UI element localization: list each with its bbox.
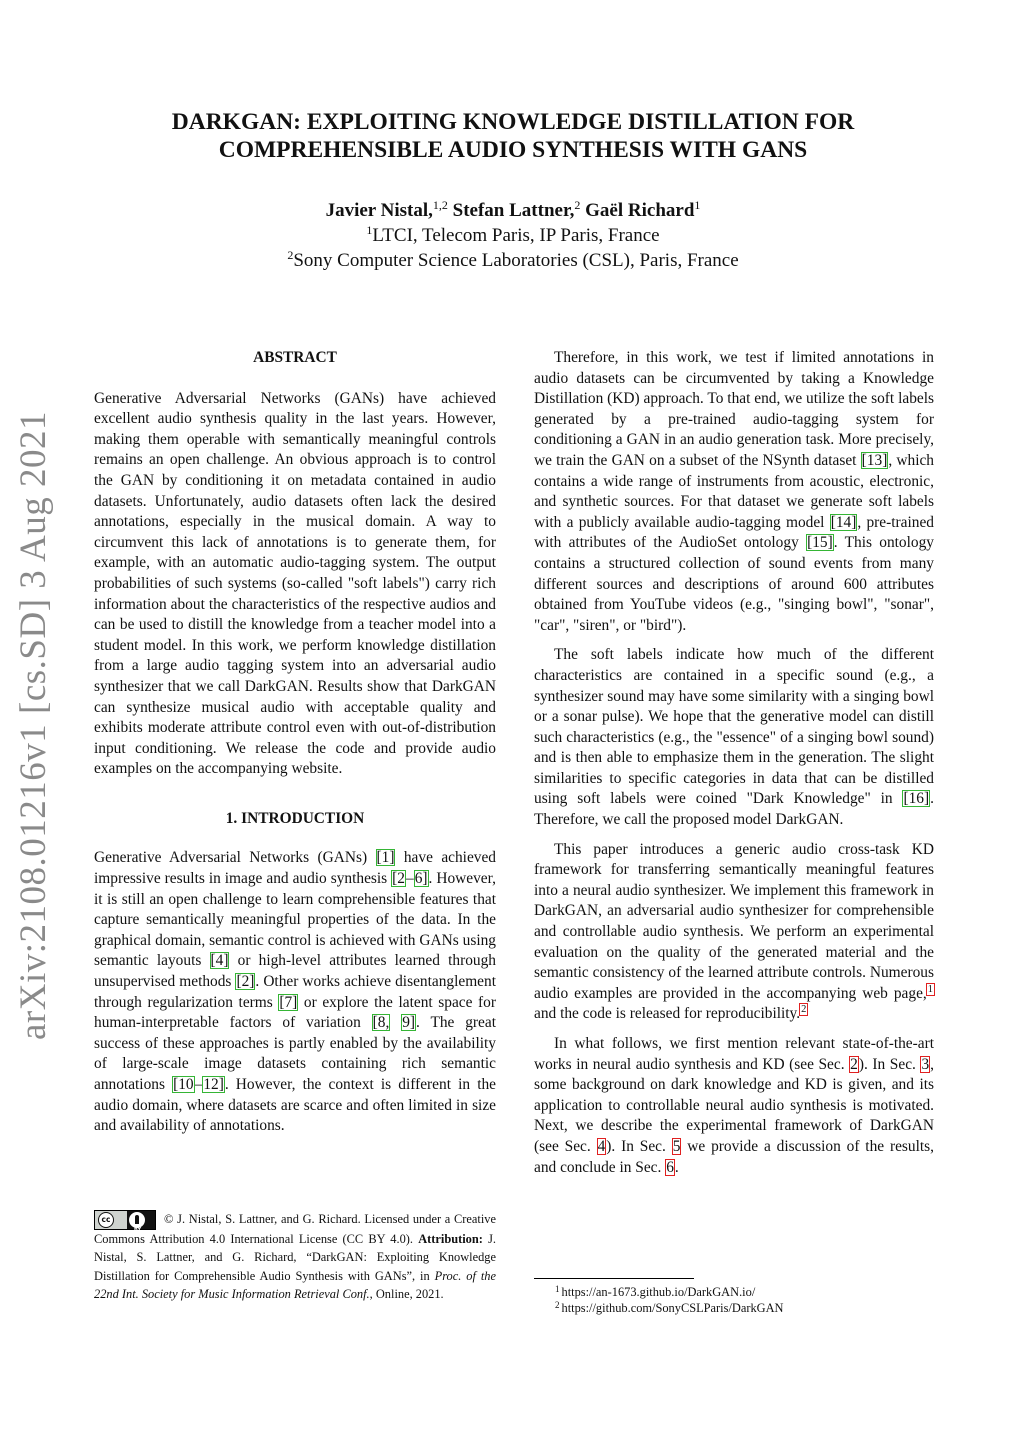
author-2: Stefan Lattner, <box>452 200 575 221</box>
title-line-1: DARKGAN: EXPLOITING KNOWLEDGE DISTILLATION FOR <box>171 109 855 135</box>
footnotes <box>555 1284 784 1316</box>
left-column <box>94 348 496 1137</box>
introduction-heading: 1. INTRODUCTION <box>225 809 365 827</box>
paper-title <box>100 108 926 164</box>
section-link[interactable]: 5 <box>672 1137 681 1155</box>
author-2-affil: 2 <box>574 198 581 212</box>
by-label: BY <box>134 1227 142 1234</box>
license-line: © J. Nistal, S. Lattner, and G. Richard. Licensed under a Creative Commons Attribution 4.0 International License (CC BY 4.0). <box>94 1212 496 1247</box>
footnote-2-url[interactable]: https://github.com/SonyCSLParis/DarkGAN <box>561 1301 784 1315</box>
citation-link[interactable]: [2] <box>236 973 255 991</box>
citation-link[interactable]: [2 <box>392 870 405 888</box>
footnote-link[interactable]: 2 <box>801 1004 807 1016</box>
citation-link[interactable]: [8, <box>372 1014 390 1032</box>
abstract-text: Generative Adversarial Networks (GANs) have achieved excellent audio synthesis quality in the last years. However, making them operable with semantically meaningful controls remains an open challenge. An obvious approach is to control the GAN by conditioning it on metadata contained in audio datasets. Unfortunately, audio datasets often lack the desired annotations, especially in the musical domain. A way to circumvent this lack of annotations is to generate them, for example, with an automatic audio-tagging system. The output probabilities of such systems (so-called "soft labels") carry rich information about the characteristics of the respective audios and can be used to distill the knowledge from a teacher model into a student model. In this work, we perform knowledge distillation from a large audio tagging system into an adversarial audio synthesizer that we call DarkGAN. Results show that DarkGAN can synthesize musical audio with acceptable quality and exhibits moderate attribute control even with out-of-distribution input conditioning. We release the code and provide audio examples on the accompanying website. <box>94 389 496 778</box>
affiliation-1: $^1$LTCI, Telecom Paris, IP Paris, France <box>366 223 660 246</box>
citation-link[interactable]: 12] <box>203 1076 224 1093</box>
cc-icon: cc <box>98 1212 114 1228</box>
citation-link[interactable]: [1] <box>376 849 395 867</box>
right-paragraph-1: Therefore, in this work, we test if limited annotations in audio datasets can be circumvented by taking a Knowledge Distillation (KD) approach. To that end, we utilize the soft labels generated by a pre-trained audio-tagging system for conditioning a GAN in an audio generation task. More precisely, we train the GAN on a subset of the NSynth dataset [13], which contains a wide range of instruments from acoustic, electronic, and synthetic sources. For that dataset we generate soft labels with a publicly available audio-tagging model [14], pre-trained with attributes of the AudioSet ontology [15]. This ontology contains a structured collection of sound events from many different sources and descriptions of around 600 attributes obtained from YouTube videos (e.g., "singing bowl", "sonar", "car", "siren", or "bird"). <box>534 349 934 634</box>
title-line-2: COMPREHENSIBLE AUDIO SYNTHESIS WITH GANS <box>218 137 808 163</box>
abstract-heading: ABSTRACT <box>253 349 337 366</box>
section-link[interactable]: 4 <box>597 1137 606 1155</box>
citation-link[interactable]: 9] <box>402 1014 416 1032</box>
section-link[interactable]: 2 <box>850 1055 858 1073</box>
citation-link[interactable]: [10 <box>173 1076 194 1093</box>
footnote-1: $^1$ https://an-1673.github.io/DarkGAN.io/ <box>555 1284 756 1299</box>
citation-link[interactable]: [13] <box>861 451 888 469</box>
author-block <box>100 198 926 273</box>
author-3: Gaël Richard <box>585 200 695 221</box>
cc-by-badge-icon <box>94 1210 156 1234</box>
right-paragraph-2: The soft labels indicate how much of the different characteristics are contained in a specific sound (e.g., a synthesizer sound may have some similarity with a singing bowl or a sonar pulse). We hope that the generative model can distill such characteristics (e.g., the "essence" of a singing bowl sound) and is then able to emphasize them in the generation. The slight similarities to specific categories in data that can be distilled using soft labels were coined "Dark Knowledge" in [16]. Therefore, we call the proposed model DarkGAN. <box>534 646 934 829</box>
right-column <box>534 348 934 1178</box>
venue-name: Proc. of the 22nd Int. Society for Music Information Retrieval Conf. <box>94 1268 496 1301</box>
section-link[interactable]: 6 <box>666 1158 674 1176</box>
affiliation-2: $^2$Sony Computer Science Laboratories (CSL), Paris, France <box>287 248 739 271</box>
author-1: Javier Nistal, <box>325 200 433 221</box>
footnote-link[interactable]: 1 <box>927 983 933 995</box>
section-link[interactable]: 3 <box>921 1055 930 1073</box>
right-paragraph-4: In what follows, we first mention relevant state-of-the-art works in neural audio synthesis and KD (see Sec. 2). In Sec. 3, some background on dark knowledge and KD is given, and its application to controllable neural audio synthesis is motivated. Next, we describe the experimental framework of DarkGAN (see Sec. 4). In Sec. 5 we provide a discussion of the results, and conclude in Sec. 6. <box>534 1035 935 1176</box>
author-3-affil: 1 <box>694 198 701 212</box>
citation-link[interactable]: 6] <box>414 870 428 888</box>
author-names <box>100 198 926 223</box>
citation-link[interactable]: [15] <box>807 534 833 552</box>
footnote-2: $^2$ https://github.com/SonyCSLParis/DarkGAN <box>555 1300 784 1315</box>
citation-link[interactable]: [4] <box>210 952 229 970</box>
right-paragraph-3: This paper introduces a generic audio cross-task KD framework for transferring semantically meaningful features into a neural audio synthesizer. We implement this framework in DarkGAN, an adversarial audio synthesizer for comprehensible and controllable audio synthesis. We perform an experimental evaluation on the quality of the generated material and the semantic consistency of the learned attribute controls. Numerous audio examples are provided in the accompanying web page,$^1$ and the code is released for reproducibility.$^2$ <box>534 840 934 1023</box>
citation-link[interactable]: [14] <box>830 513 857 531</box>
citation-link[interactable]: [7] <box>279 993 298 1011</box>
footnote-1-url[interactable]: https://an-1673.github.io/DarkGAN.io/ <box>561 1285 756 1299</box>
introduction-paragraph: Generative Adversarial Networks (GANs) [1] have achieved impressive results in image and audio synthesis [2–6]. However, it is still an open challenge to learn comprehensible features that capture semantically meaningful properties of the data. In the graphical domain, semantic control is achieved with GANs using semantic layouts [4] or high-level attributes learned through unsupervised methods [2]. Other works achieve disentanglement through regularization terms [7] or explore the latent space for human-interpretable factors of variation [8, 9]. The great success of these approaches is partly enabled by the availability of large-scale image datasets containing rich semantic annotations [10–12]. However, the context is different in the audio domain, where datasets are scarce and often limited in size and availability of annotations. <box>94 849 497 1135</box>
citation-link[interactable]: [16] <box>903 790 930 808</box>
author-1-affil: 1,2 <box>432 198 448 212</box>
attribution-label: Attribution: <box>418 1232 483 1247</box>
license-notice: cc BY © J. Nistal, S. Lattner, and G. Richard. Licensed under a Creative Commons Attribution 4.0 International License (CC BY 4.0). Attribution: J. Nistal, S. Lattner, and G. Richard, “DarkGAN: Exploiting Knowledge Distillation for Comprehensible Audio Synthesis with GANs”, in Proc. of the 22nd Int. Society for Music Information Retrieval Conf., Online, 2021. <box>94 1212 496 1301</box>
footnote-divider <box>534 1278 694 1279</box>
arxiv-identifier: arXiv:2108.01216v1 [cs.SD] 3 Aug 2021 <box>13 411 54 1040</box>
